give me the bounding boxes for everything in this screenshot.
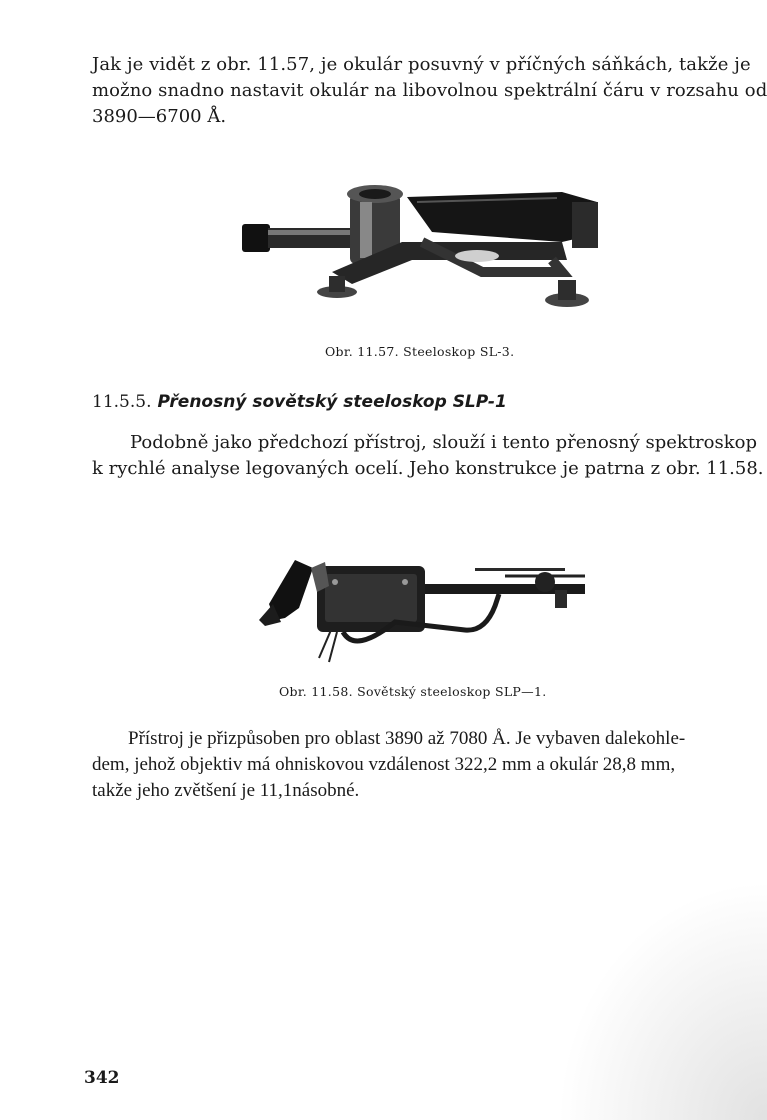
section-number: 11.5.5. [92, 392, 152, 412]
paragraph-specifications [92, 726, 742, 804]
steeloskop-sl3-figure [232, 172, 612, 322]
steeloskop-slp1-figure [255, 546, 595, 664]
section-title: Přenosný sovětský steeloskop SLP-1 [157, 392, 507, 412]
text-line: dem, jehož objektiv má ohniskovou vzdálenost 322,2 mm a okulár 28,8 mm, [92, 754, 676, 775]
paragraph-portable-spectroscope [92, 430, 764, 482]
text-line: k rychlé analyse legovaných ocelí. Jeho konstrukce je patrna z obr. 11.58. [92, 458, 764, 479]
section-heading [92, 392, 507, 412]
paragraph-eyepiece [92, 52, 767, 130]
text-line: Jak je vidět z obr. 11.57, je okulár posuvný v příčných sáňkách, takže je [92, 54, 751, 75]
scan-shadow [557, 880, 767, 1120]
figure-caption-11-57: Obr. 11.57. Steeloskop SL-3. [325, 344, 515, 359]
text-line: takže jeho zvětšení je 11,1násobné. [92, 780, 360, 801]
text-line: možno snadno nastavit okulár na libovolnou spektrální čáru v rozsahu od [92, 80, 767, 101]
figure-caption-11-58: Obr. 11.58. Sovětský steeloskop SLP—1. [279, 684, 547, 699]
text-line: 3890—6700 Å. [92, 106, 227, 127]
text-line: Podobně jako předchozí přístroj, slouží i tento přenosný spektroskop [130, 432, 758, 453]
text-line: Přístroj je přizpůsoben pro oblast 3890 až 7080 Å. Je vybaven dalekohle- [128, 728, 686, 749]
page-number: 342 [84, 1068, 120, 1088]
